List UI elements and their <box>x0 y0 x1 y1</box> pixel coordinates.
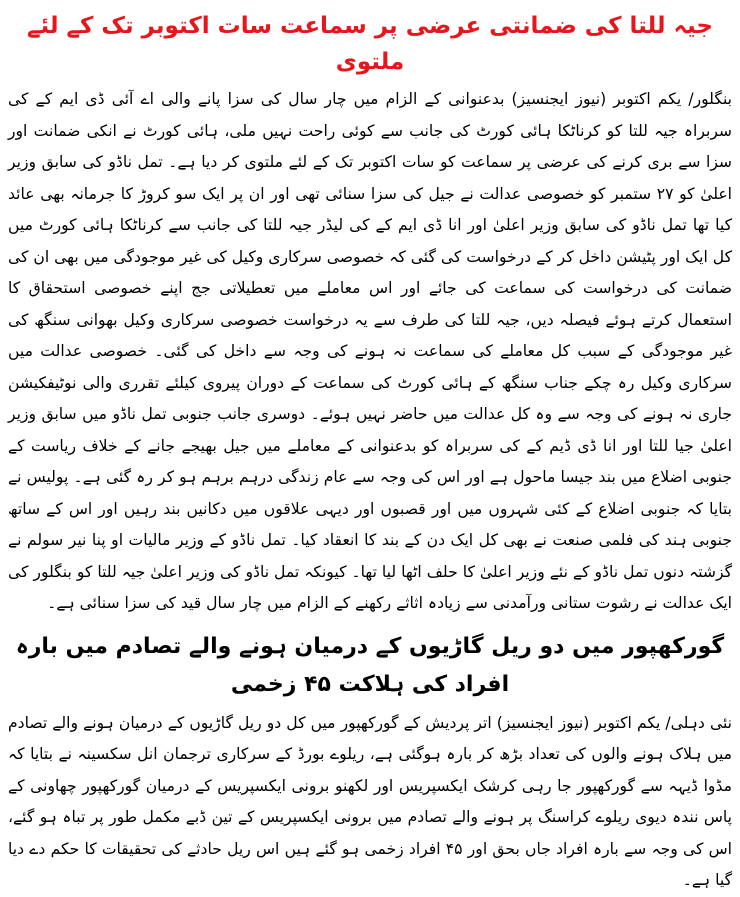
story2-body: نئی دہلی/ یکم اکتوبر (نیوز ایجنسیز) اتر پردیش کے گورکھپور میں کل دو ریل گاڑیوں کے درمیان ہونے والے تصادم میں ہلاک ہونے والوں کی تعداد بڑھ کر بارہ ہوگئی ہے، ریلوے بورڈ کے سرکاری ترجمان انل سکسینہ نے بتایا کہ مڈوا ڈیہہ سے گورکھپور جا رہی کرشک ایکسپریس اور لکھنو برونی ایکسپریس کے درمیان گورکھپور چھاونی کے پاس نندہ دیوی ریلوے کراسنگ پر ہونے والے تصادم میں برونی ایکسپریس کے تین ڈبے مکمل طور پر تباہ ہو گئے، اس کی وجہ سے بارہ افراد جاں بحق اور ۴۵ افراد زخمی ہو گئے ہیں اس ریل حادثے کی تحقیقات کا حکم دے دیا گیا ہے۔ <box>8 713 732 889</box>
story1-body: بنگلور/ یکم اکتوبر (نیوز ایجنسیز) بدعنوانی کے الزام میں چار سال کی سزا پانے والی اے آئی ڈی ایم کے کی سربراہ جیہ للتا کو کرناٹکا ہائی کورٹ کی جانب سے کوئی راحت نہیں ملی، ہائی کورٹ نے انکی ضمانت اور سزا سے بری کرنے کی عرضی پر سماعت کو سات اکتوبر تک کے لئے ملتوی کر دیا ہے۔ تمل ناڈو کی سابق وزیر اعلیٰ کو ۲۷ ستمبر کو خصوصی عدالت نے جیل کی سزا سنائی تھی اور ان پر ایک سو کروڑ کا جرمانہ بھی عائد کیا تھا تمل ناڈو کی سابق وزیر اعلیٰ اور انا ڈی ایم کے کی لیڈر جیہ للتا کی جانب سے کرناٹکا ہائی کورٹ میں کل ایک اور پٹیشن داخل کر کے درخواست کی گئی کہ خصوصی سرکاری وکیل کی غیر موجودگی میں بھی ان کی ضمانت کی درخواست کی سماعت کی جائے اور اس معاملے میں تعطیلاتی جج اپنے خصوصی استحقاق کا استعمال کرتے ہوئے فیصلہ دیں، جیہ للتا کی طرف سے یہ درخواست خصوصی سرکاری وکیل بھوانی سنگھ کی غیر موجودگی کے سبب کل معاملے کی سماعت نہ ہونے کی وجہ سے داخل کی گئی۔ خصوصی عدالت میں سرکاری وکیل رہ چکے جناب سنگھ کے ہائی کورٹ کی سماعت کے دوران پیروی کیلئے تقرری والی نوٹیفکیشن جاری نہ ہونے کی وجہ سے وہ کل عدالت میں حاضر نہیں ہوئے۔ دوسری جانب جنوبی تمل ناڈو میں سابق وزیر اعلیٰ جیا للتا اور انا ڈی ڈیم کے کی سربراہ کو بدعنوانی کے معاملے میں جیل بھیجے جانے کے خلاف ریاست کے جنوبی اضلاع میں بند جیسا ماحول ہے اور اس کی وجہ سے عام زندگی درہم برہم ہو کر رہ گئی ہے۔ پولیس نے بتایا کہ جنوبی اضلاع کے کئی شہروں میں اور قصبوں اور دیہی علاقوں میں دکانیں بند رہیں اور اس کے ساتھ جنوبی ہند کی فلمی صنعت نے بھی کل ایک دن کے بند کا انعقاد کیا۔ تمل ناڈو کے وزیر مالیات او پنا نیر سولم نے گزشتہ دنوں تمل ناڈو کے نئے وزیر اعلیٰ کا حلف اٹھا لیا تھا۔ کیونکہ تمل ناڈو کی وزیر اعلیٰ جیہ للتا کو بنگلور کی ایک عدالت نے رشوت ستانی ورآمدنی سے زیادہ اثاثے رکھنے کے الزام میں چار سال قید کی سزا سنائی ہے۔ <box>8 90 732 612</box>
story1-headline: جیہ للتا کی ضمانتی عرضی پر سماعت سات اکتوبر تک کے لئے ملتوی <box>27 13 713 75</box>
story2-headline: گورکھپور میں دو ریل گاڑیوں کے درمیان ہونے والے تصادم میں بارہ افراد کی ہلاکت ۴۵ زخمی <box>15 633 725 697</box>
